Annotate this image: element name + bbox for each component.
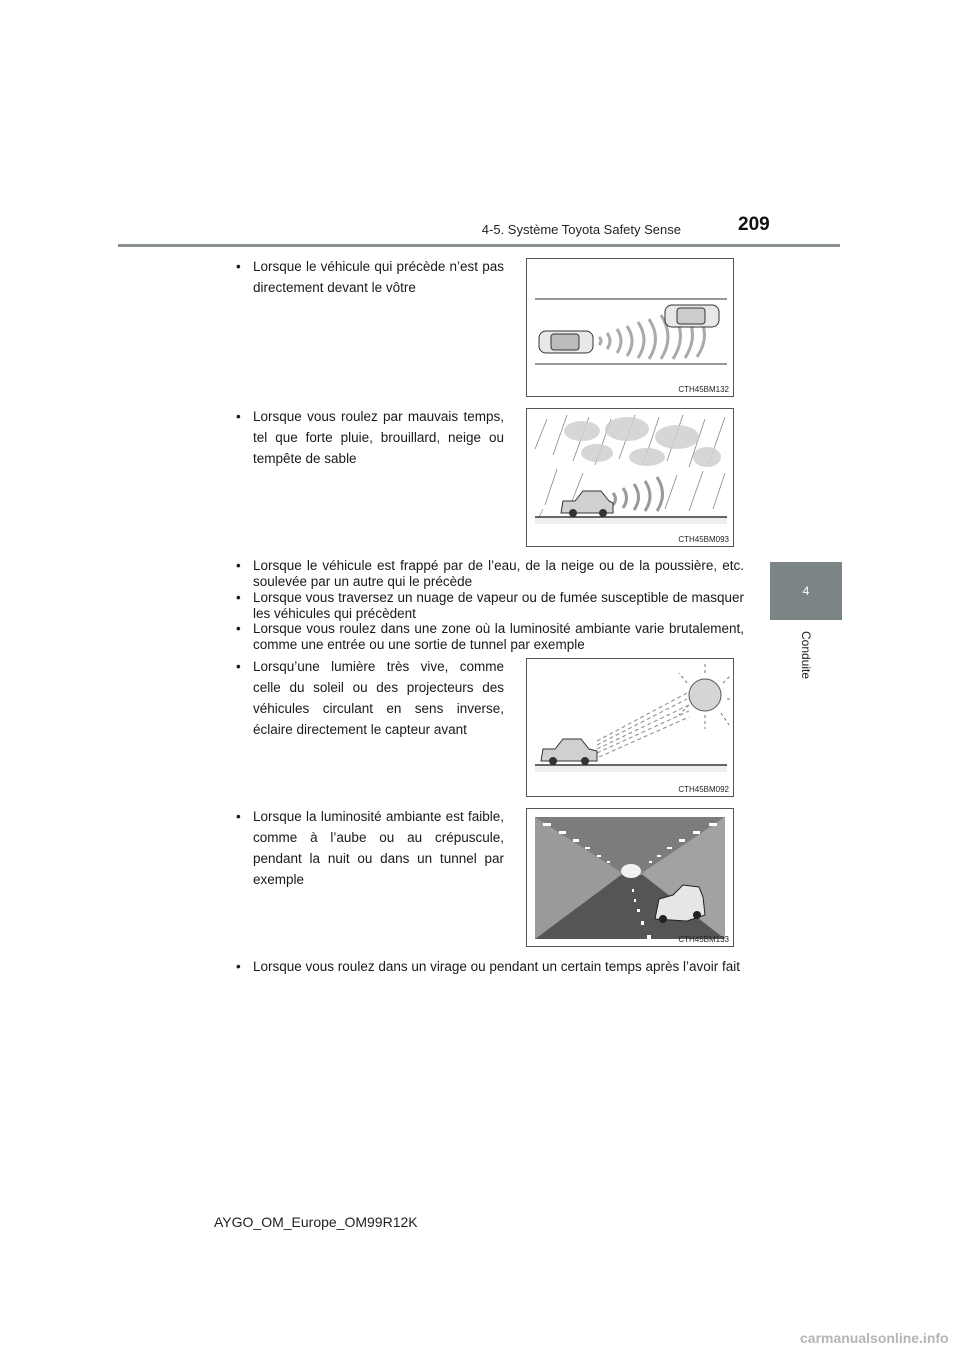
list-item-text: Lorsque la luminosité ambiante est faible, comme à l’aube ou au crépuscule, pendant la nuit ou dans un tunnel par exemple bbox=[253, 809, 504, 887]
list-item-text: Lorsque vous traversez un nuage de vapeur ou de fumée susceptible de masquer les véhicules qui précèdent bbox=[253, 590, 744, 621]
bright-light-drawing bbox=[527, 659, 733, 796]
bullet: • bbox=[236, 558, 241, 573]
bullet: • bbox=[236, 259, 241, 274]
figure-code: CTH45BM093 bbox=[678, 535, 729, 544]
illustration-offset-vehicle bbox=[526, 258, 734, 397]
list-item bbox=[236, 256, 504, 298]
illustration-bad-weather bbox=[526, 408, 734, 547]
figure-code: CTH45BM133 bbox=[678, 935, 729, 944]
bullet: • bbox=[236, 590, 241, 605]
list-item bbox=[236, 656, 504, 740]
header-divider bbox=[118, 244, 840, 247]
illustration-tunnel bbox=[526, 808, 734, 947]
list-item bbox=[236, 956, 756, 977]
watermark: carmanualsonline.info bbox=[800, 1330, 949, 1346]
chapter-tab bbox=[770, 620, 842, 690]
bullet: • bbox=[236, 959, 241, 974]
chapter-tab-number: 4 bbox=[770, 562, 842, 620]
page-number: 209 bbox=[738, 214, 770, 235]
list-item bbox=[236, 558, 744, 590]
bullet: • bbox=[236, 409, 241, 424]
tunnel-drawing bbox=[527, 809, 733, 946]
list-item-text: Lorsqu’une lumière très vive, comme celle du soleil ou des projecteurs des véhicules circulant en sens inverse, éclaire directement le capteur avant bbox=[253, 659, 504, 737]
bad-weather-drawing bbox=[527, 409, 733, 546]
document-id: AYGO_OM_Europe_OM99R12K bbox=[214, 1214, 418, 1230]
bullet: • bbox=[236, 809, 241, 824]
section-title: 4-5. Système Toyota Safety Sense bbox=[481, 222, 681, 237]
list-item bbox=[236, 590, 744, 622]
list-item-text: Lorsque vous roulez dans une zone où la luminosité ambiante varie brutalement, comme une entrée ou une sortie de tunnel par exemple bbox=[253, 621, 744, 652]
chapter-tab-label: Conduite bbox=[799, 630, 813, 680]
figure-code: CTH45BM092 bbox=[678, 785, 729, 794]
list-item bbox=[236, 806, 504, 890]
list-item bbox=[236, 406, 504, 469]
list-item-text: Lorsque le véhicule qui précède n’est pas directement devant le vôtre bbox=[253, 259, 504, 295]
list-item bbox=[236, 621, 744, 653]
illustration-bright-light bbox=[526, 658, 734, 797]
figure-code: CTH45BM132 bbox=[678, 385, 729, 394]
list-item-text: Lorsque vous roulez dans un virage ou pendant un certain temps après l’avoir fait bbox=[253, 959, 741, 974]
list-item-text: Lorsque le véhicule est frappé par de l’eau, de la neige ou de la poussière, etc. soulevée par un autre qui le précède bbox=[253, 558, 744, 589]
bullet: • bbox=[236, 621, 241, 636]
bullet: • bbox=[236, 659, 241, 674]
offset-vehicle-drawing bbox=[527, 259, 733, 396]
list-item-text: Lorsque vous roulez par mauvais temps, tel que forte pluie, brouillard, neige ou tempête de sable bbox=[253, 409, 504, 466]
